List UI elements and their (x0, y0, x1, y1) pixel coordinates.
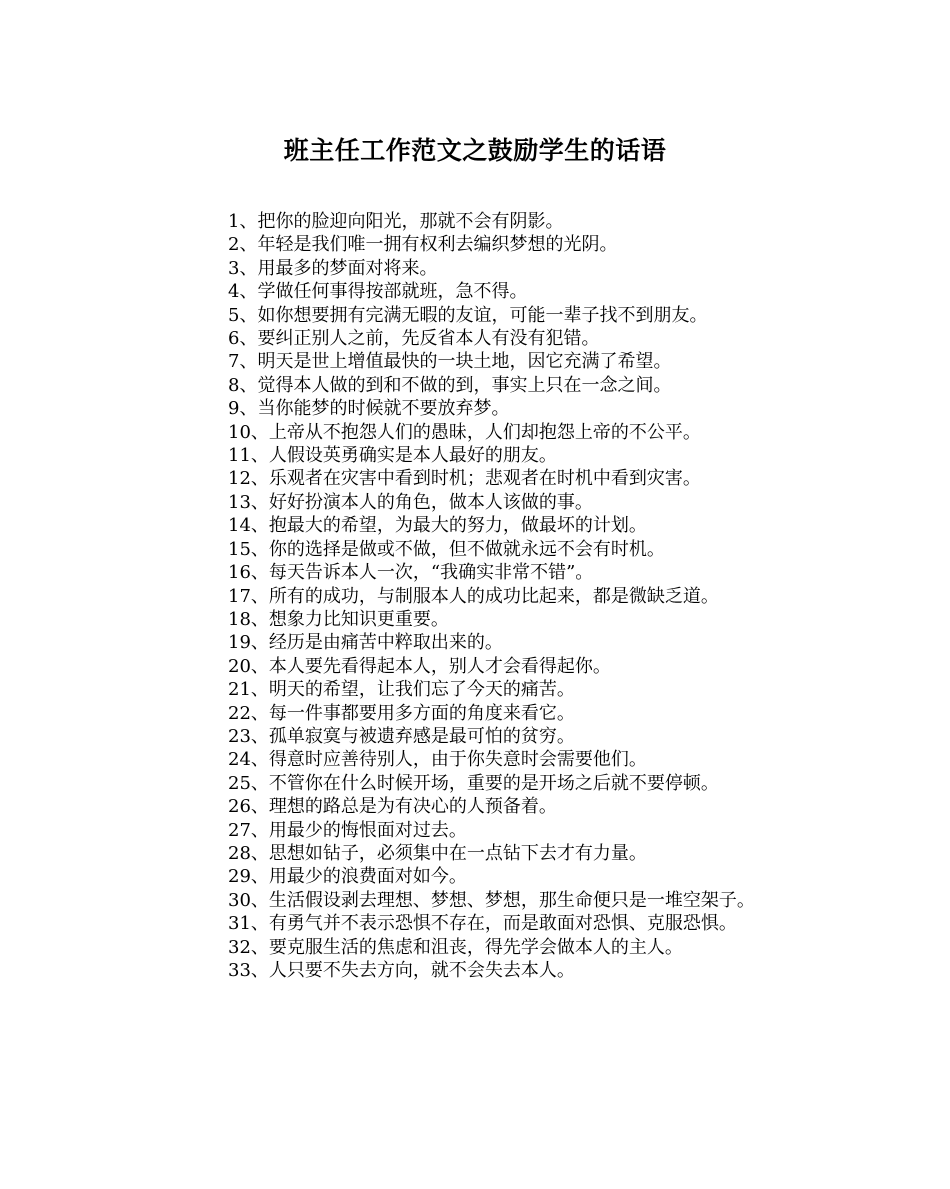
list-item: 4、学做任何事得按部就班，急不得。 (228, 281, 528, 303)
list-item: 11、人假设英勇确实是本人最好的朋友。 (228, 445, 557, 467)
list-item: 2、年轻是我们唯一拥有权利去编织梦想的光阴。 (228, 234, 618, 256)
list-item: 22、每一件事都要用多方面的角度来看它。 (228, 702, 575, 724)
list-item: 9、当你能梦的时候就不要放弃梦。 (228, 398, 510, 420)
encouragement-list (142, 210, 812, 982)
list-item: 21、明天的希望，让我们忘了今天的痛苦。 (228, 679, 575, 701)
list-item: 10、上帝从不抱怨人们的愚昧，人们却抱怨上帝的不公平。 (228, 421, 701, 443)
list-item: 18、想象力比知识更重要。 (228, 608, 449, 630)
list-item: 24、得意时应善待别人，由于你失意时会需要他们。 (228, 749, 647, 771)
list-item: 13、好好扮演本人的角色，做本人该做的事。 (228, 491, 593, 513)
list-item: 12、乐观者在灾害中看到时机；悲观者在时机中看到灾害。 (228, 468, 701, 490)
list-item: 8、觉得本人做的到和不做的到，事实上只在一念之间。 (228, 374, 672, 396)
list-item: 3、用最多的梦面对将来。 (228, 257, 438, 279)
list-item: 15、你的选择是做或不做，但不做就永远不会有时机。 (228, 538, 665, 560)
list-item: 23、孤单寂寞与被遗弃感是最可怕的贫穷。 (228, 725, 575, 747)
list-item: 14、抱最大的希望，为最大的努力，做最坏的计划。 (228, 515, 647, 537)
list-item: 33、人只要不失去方向，就不会失去本人。 (228, 960, 575, 981)
list-item: 17、所有的成功，与制服本人的成功比起来，都是微缺乏道。 (228, 585, 719, 607)
list-item: 5、如你想要拥有完满无暇的友谊，可能一辈子找不到朋友。 (228, 304, 708, 326)
list-item: 27、用最少的悔恨面对过去。 (228, 819, 467, 841)
list-item: 28、思想如钻子，必须集中在一点钻下去才有力量。 (228, 842, 647, 864)
list-item: 1、把你的脸迎向阳光，那就不会有阴影。 (228, 211, 564, 232)
list-item: 19、经历是由痛苦中粹取出来的。 (228, 632, 503, 654)
document-title: 班主任工作范文之鼓励学生的话语 (283, 136, 667, 165)
list-item: 29、用最少的浪费面对如今。 (228, 866, 467, 888)
list-item: 16、每天告诉本人一次，“我确实非常不错”。 (228, 562, 594, 584)
list-item: 7、明天是世上增值最快的一块土地，因它充满了希望。 (228, 351, 672, 373)
list-item: 30、生活假设剥去理想、梦想、梦想，那生命便只是一堆空架子。 (228, 889, 755, 911)
list-item: 32、要克服生活的焦虑和沮丧，得先学会做本人的主人。 (228, 936, 683, 958)
list-item: 25、不管你在什么时候开场，重要的是开场之后就不要停顿。 (228, 772, 719, 794)
list-item: 31、有勇气并不表示恐惧不存在，而是敢面对恐惧、克服恐惧。 (228, 913, 737, 935)
list-item: 20、本人要先看得起本人，别人才会看得起你。 (228, 655, 611, 677)
list-item: 26、理想的路总是为有决心的人预备着。 (228, 796, 557, 818)
list-item: 6、要纠正别人之前，先反省本人有没有犯错。 (228, 328, 600, 350)
